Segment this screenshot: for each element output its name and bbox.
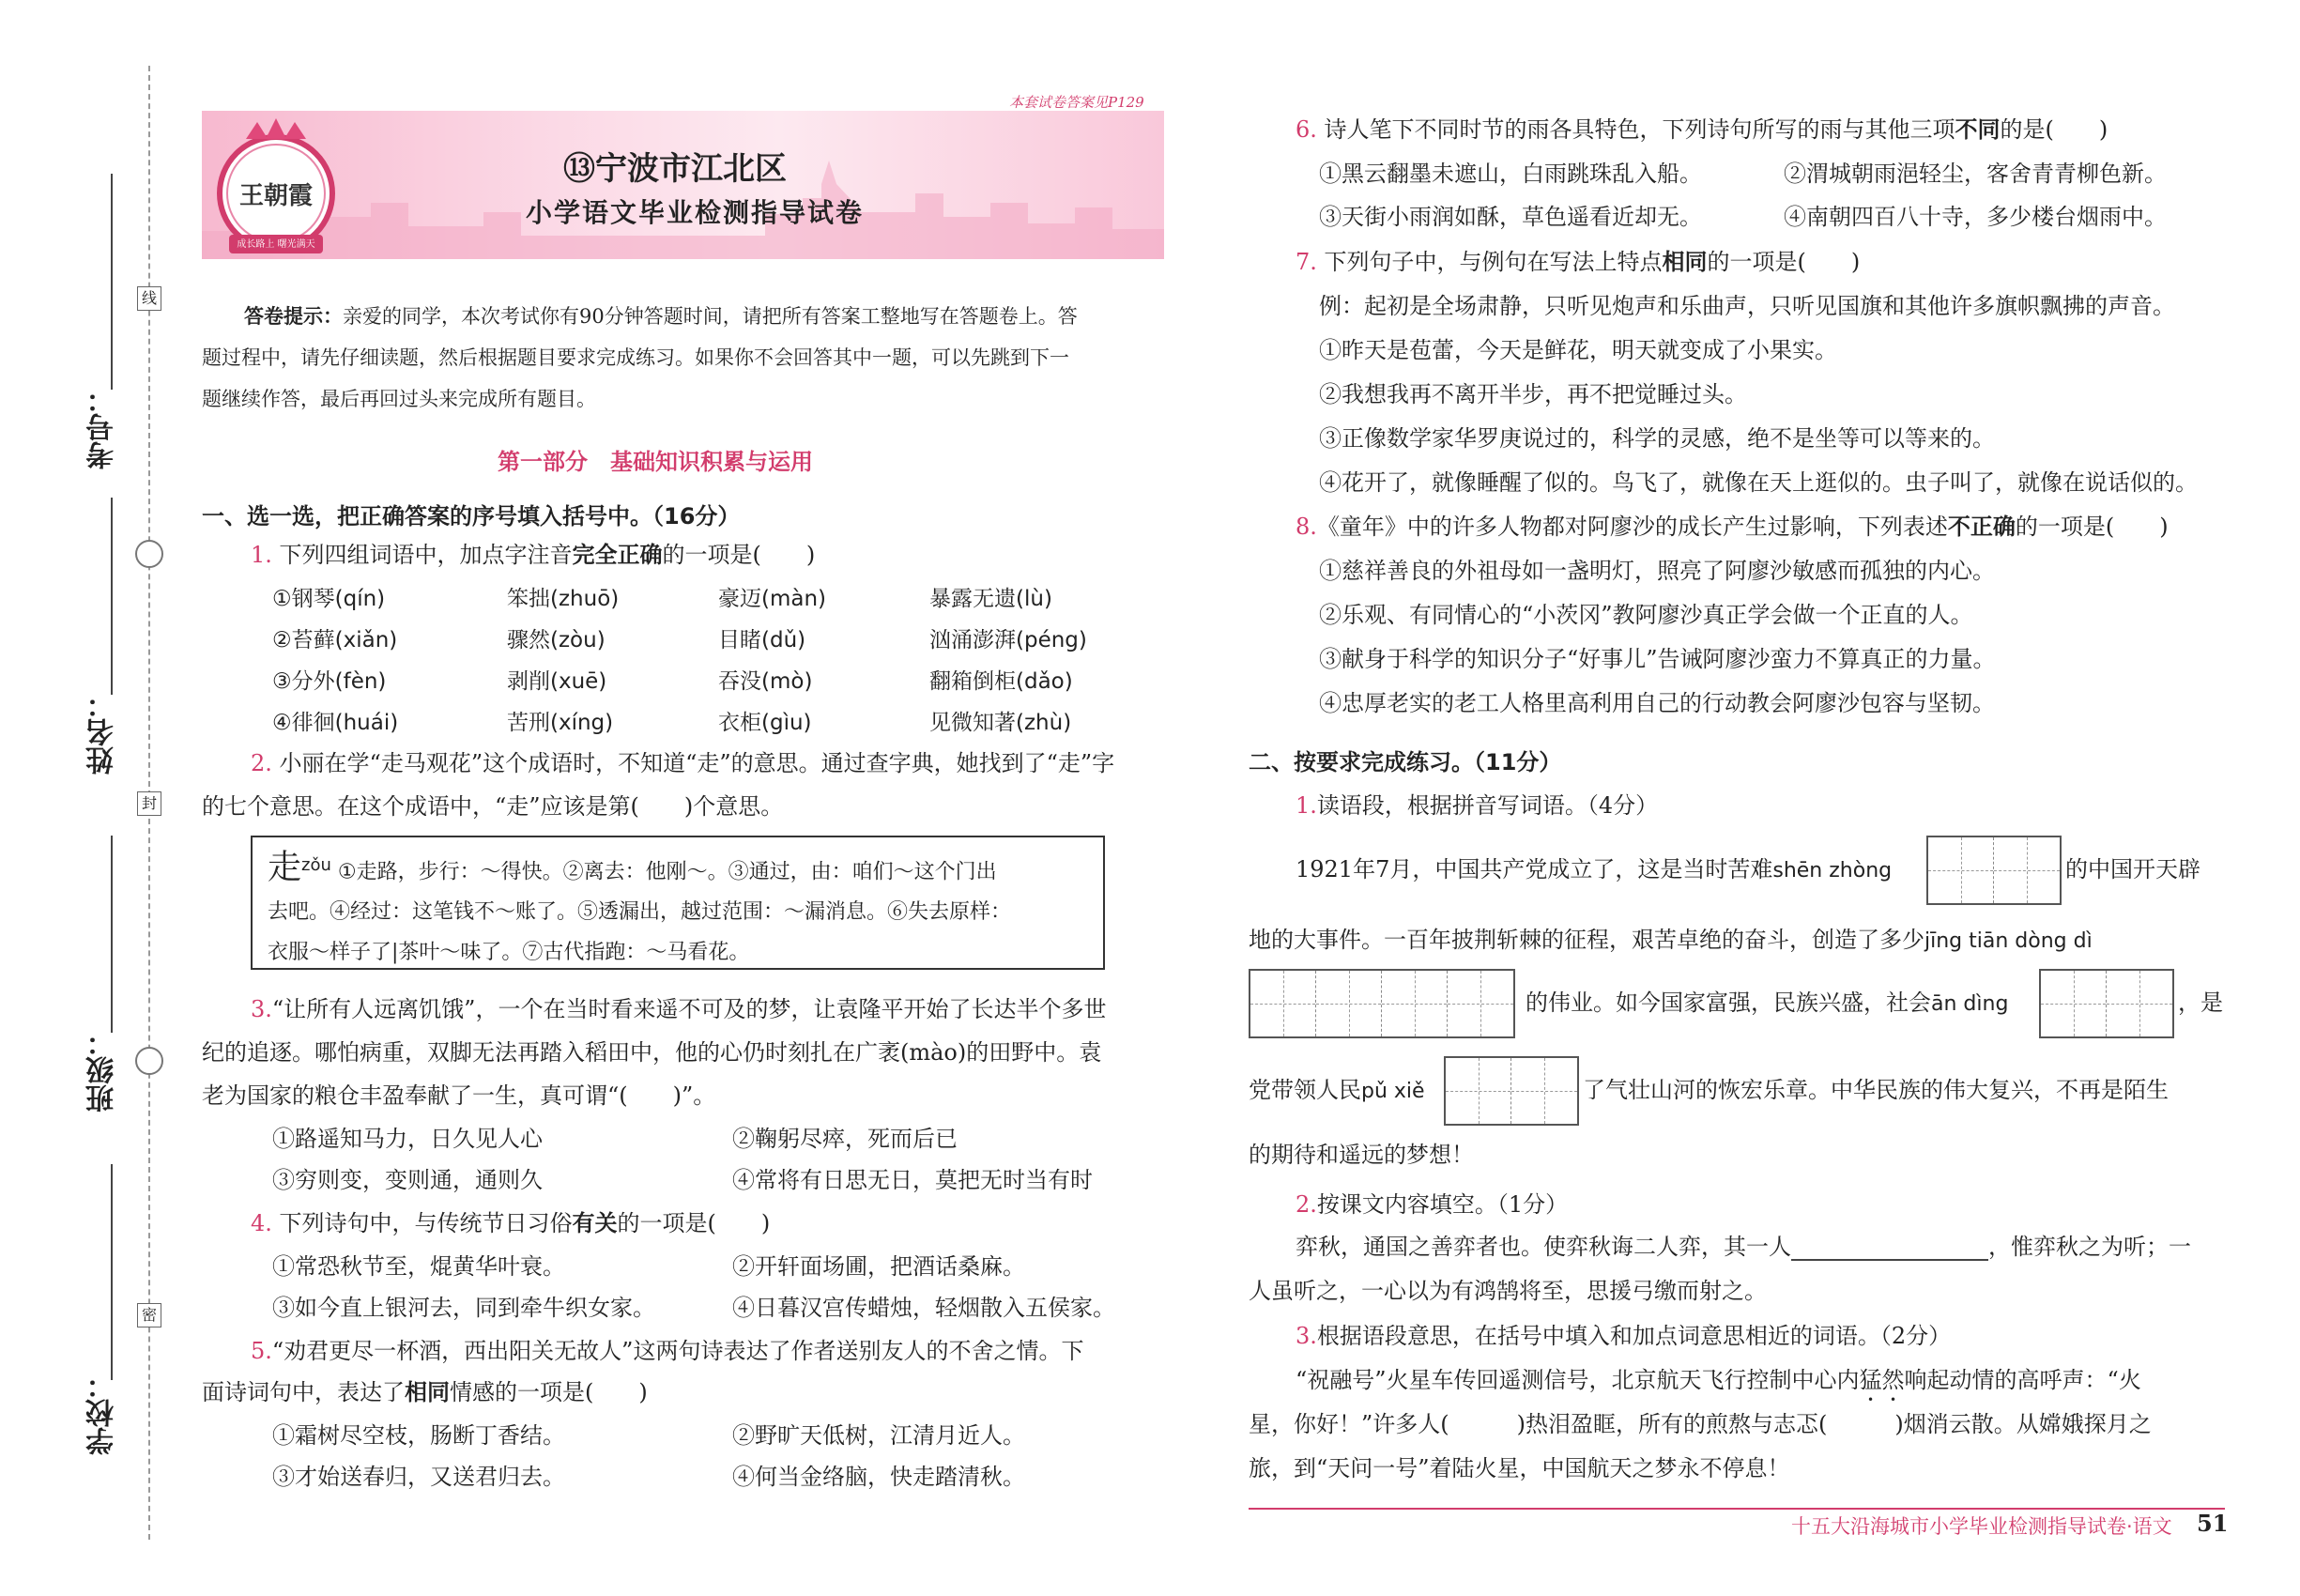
- q1-option: 衣柜(gìu): [718, 711, 812, 735]
- footer-rule: [1249, 1508, 2225, 1510]
- q3-option-4: ④常将有日思无日，莫把无时当有时: [732, 1167, 1093, 1193]
- s2-q1-line-5: 的期待和遥远的梦想！: [1249, 1142, 1474, 1168]
- q7-option-2: ②我想我再不离开半步，再不把觉睡过头。: [1319, 381, 1747, 407]
- q1-option: ③分外(fèn): [272, 669, 387, 694]
- grid-cell[interactable]: [1382, 971, 1448, 1036]
- s2-q1-text: 读语段，根据拼音写词语。（4分）: [1316, 792, 1659, 819]
- dict-line-3: 衣服～样子了|茶叶～味了。⑦古代指跑：～马看花。: [268, 941, 750, 965]
- dict-headword: 走: [268, 848, 302, 887]
- grid-cell[interactable]: [1250, 971, 1316, 1036]
- q4-stem-text: 下列诗句中，与传统节日习俗: [279, 1210, 573, 1236]
- q4-stem-end: 的一项是( ): [617, 1210, 771, 1236]
- s2-q1-line-1b: 的中国开天辟: [2065, 856, 2200, 882]
- q5-text-a: 面诗词句中，表达了: [202, 1379, 405, 1405]
- q7-option-3: ③正像数学家华罗庚说过的，科学的灵感，绝不是坐等可以等来的。: [1319, 425, 1995, 452]
- q1-option: 剥削(xuē): [507, 669, 607, 694]
- q6-option-3: ③天街小雨润如酥，草色遥看近却无。: [1319, 204, 1702, 230]
- s2-q1-line-3b: ，是: [2178, 990, 2223, 1016]
- q3-option-3: ③穷则变，变则通，通则久: [272, 1167, 543, 1193]
- q5-line-1: [251, 1329, 1083, 1373]
- s2-q3-line-1: [1296, 1358, 2141, 1406]
- intro-line-2: 题过程中，请先仔细读题，然后根据题目要求完成练习。如果你不会回答其中一题，可以先跳到下一: [202, 346, 1069, 369]
- q1-number: 1.: [251, 542, 272, 568]
- intro-block: [202, 296, 1169, 420]
- label-name: 姓名：: [86, 690, 119, 775]
- q1-stem: [251, 533, 815, 577]
- pinyin-shenzhong: shēn zhòng: [1772, 859, 1893, 882]
- label-exam-number: 考号：: [86, 385, 119, 469]
- intro-line-3: 题继续作答，最后再回过头来完成所有题目。: [202, 388, 596, 410]
- page-number: 51: [2197, 1510, 2229, 1537]
- exam-number-field[interactable]: [111, 174, 113, 390]
- q6-option-4: ④南朝四百八十寺，多少楼台烟雨中。: [1784, 204, 2167, 230]
- label-class: 班级：: [86, 1028, 119, 1113]
- q5-emphasis: 相同: [405, 1379, 450, 1405]
- q5-number: 5.: [251, 1338, 272, 1364]
- grid-cell[interactable]: [1928, 837, 1994, 903]
- q4-option-2: ②开轩面场圃，把酒话桑麻。: [732, 1253, 1025, 1280]
- q1-option: ①钢琴(qín): [272, 587, 386, 611]
- grid-cell[interactable]: [1448, 971, 1513, 1036]
- s2-q1-text-3a: 的伟业。如今国家富强，民族兴盛，社会: [1526, 990, 1931, 1016]
- q7-stem-emphasis: 相同: [1662, 249, 1708, 275]
- q5-text: “劝君更尽一杯酒，西出阳关无故人”这两句诗表达了作者送别友人的不舍之情。下: [271, 1338, 1084, 1364]
- s2-q3-text-1a: “祝融号”火星车传回遥测信号，北京航天飞行控制中心内: [1296, 1367, 1860, 1393]
- q8-option-1: ①慈祥善良的外祖母如一盏明灯，照亮了阿廖沙敏感而孤独的内心。: [1319, 558, 1995, 584]
- q8-option-4: ④忠厚老实的老工人格里高利用自己的行动教会阿廖沙包容与坚韧。: [1319, 690, 1995, 716]
- scissors-icon: [135, 1047, 163, 1075]
- s2-q1-stem: [1296, 784, 1658, 828]
- s2-q2-line-2: 人虽听之，一心以为有鸿鹄将至，思援弓缴而射之。: [1249, 1278, 1767, 1304]
- q8-option-2: ②乐观、有同情心的“小茨冈”教阿廖沙真正学会做一个正直的人。: [1319, 602, 1973, 628]
- intro-line-1: 亲爱的同学，本次考试你有90分钟答题时间，请把所有答案工整地写在答题卷上。答: [343, 305, 1078, 328]
- q3-line-1: [251, 988, 1106, 1032]
- q3-option-2: ②鞠躬尽瘁，死而后已: [732, 1126, 958, 1152]
- s2-q2-blank[interactable]: [1791, 1236, 1988, 1261]
- cut-char-line: 线: [137, 286, 161, 311]
- q6-option-2: ②渭城朝雨浥轻尘，客舍青青柳色新。: [1784, 161, 2167, 187]
- q1-option: 翻箱倒柜(dǎo): [929, 669, 1073, 694]
- s2-q2-stem: [1296, 1183, 1568, 1227]
- s2-q3-line-2: 星，你好！”许多人( )热泪盈眶，所有的煎熬与志忑( )烟消云散。从嫦娥探月之: [1249, 1411, 2152, 1437]
- q1-option: ②苔藓(xiǎn): [272, 628, 398, 652]
- s2-q3-number: 3.: [1296, 1323, 1317, 1349]
- answer-reference: 本套试卷答案见P129: [1009, 94, 1144, 111]
- paper-title: [563, 143, 787, 189]
- q2-line-1: [251, 742, 1114, 786]
- q3-line-2: 纪的追逐。哪怕病重，双脚无法再踏入稻田中，他的心仍时刻扎在广袤(mào)的田野中。袁: [202, 1039, 1102, 1066]
- name-field[interactable]: [111, 498, 113, 695]
- s2-q3-stem: [1296, 1314, 1951, 1358]
- s2-q1-text-2a: 地的大事件。一百年披荆斩棘的征程，艰苦卓绝的奋斗，创造了多少: [1249, 927, 1924, 953]
- q3-line-3: 老为国家的粮仓丰盈奉献了一生，真可谓“( )”。: [202, 1082, 716, 1109]
- q6-stem: [1296, 108, 2108, 152]
- q5-option-2: ②野旷天低树，江清月近人。: [732, 1422, 1025, 1449]
- q7-stem-end: 的一项是( ): [1707, 249, 1861, 275]
- q4-stem: [251, 1202, 770, 1246]
- s2-q2-text-1a: 弈秋，通国之善弈者也。使弈秋诲二人弈，其一人: [1296, 1234, 1791, 1260]
- paper-subtitle: 小学语文毕业检测指导试卷: [526, 197, 865, 228]
- s2-q2-text-1b: ，惟弈秋之为听；一: [1988, 1234, 2191, 1260]
- s2-q3-text: 根据语段意思，在括号中填入和加点词意思相近的词语。（2分）: [1316, 1323, 1952, 1349]
- s2-q1-line-2: [1249, 918, 2093, 963]
- q4-number: 4.: [251, 1210, 272, 1236]
- scissors-icon: [135, 540, 163, 568]
- grid-cell[interactable]: [1446, 1058, 1511, 1124]
- q1-options-table: [272, 578, 1087, 744]
- answer-grid-jingtiandongdi[interactable]: [1249, 969, 1515, 1038]
- s2-q1-text-1a: 1921年7月，中国共产党成立了，这是当时苦难: [1296, 856, 1773, 882]
- q1-option: 吞没(mò): [718, 669, 813, 694]
- q6-stem-text: 诗人笔下不同时节的雨各具特色，下列诗句所写的雨与其他三项: [1324, 116, 1955, 143]
- q7-number: 7.: [1296, 249, 1317, 275]
- q8-option-3: ③献身于科学的知识分子“好事儿”告诫阿廖沙蛮力不算真正的力量。: [1319, 646, 1996, 672]
- s2-q1-text-4a: 党带领人民: [1249, 1077, 1361, 1103]
- q4-option-4: ④日暮汉宫传蜡烛，轻烟散入五侯家。: [732, 1295, 1115, 1321]
- intro-label: 答卷提示：: [244, 305, 343, 328]
- q1-option: 目睹(dǔ): [718, 628, 806, 652]
- cut-char-secret: 密: [137, 1303, 161, 1327]
- s2-q3-dotted-word: 猛然: [1859, 1367, 1905, 1393]
- q6-stem-emphasis: 不同: [1955, 116, 2001, 143]
- answer-grid-anding[interactable]: [2039, 969, 2174, 1038]
- q5-option-1: ①霜树尽空枝，肠断丁香结。: [272, 1422, 565, 1449]
- s2-q2-text: 按课文内容填空。（1分）: [1316, 1191, 1569, 1218]
- q4-stem-emphasis: 有关: [572, 1210, 618, 1236]
- class-field[interactable]: [111, 836, 113, 1033]
- q1-option: ④徘徊(huái): [272, 711, 399, 735]
- logo-ribbon: 成长路上 曙光满天: [237, 239, 315, 250]
- label-school: 学校：: [86, 1371, 119, 1455]
- s2-q1-number: 1.: [1296, 792, 1317, 819]
- q8-stem-end: 的一项是( ): [2015, 514, 2169, 540]
- school-field[interactable]: [111, 1164, 113, 1380]
- s2-q3-text-1b: 响起动情的高呼声：“火: [1904, 1367, 2141, 1393]
- footer-series: 十五大沿海城市小学毕业检测指导试卷·语文: [1791, 1515, 2172, 1538]
- q1-option: 豪迈(màn): [718, 587, 827, 611]
- grid-cell[interactable]: [2107, 971, 2172, 1036]
- s2-q2-number: 2.: [1296, 1191, 1317, 1218]
- section1-title: 一、选一选，把正确答案的序号填入括号中。（16分）: [202, 503, 741, 529]
- s2-q1-line-3: [1526, 981, 2008, 1026]
- grid-cell[interactable]: [1994, 837, 2060, 903]
- q1-stem-text: 下列四组词语中，加点字注音: [279, 542, 573, 568]
- cut-char-seal: 封: [137, 791, 161, 816]
- q8-stem: [1296, 505, 2169, 549]
- q5-line-2: [202, 1371, 648, 1415]
- part1-title: 第一部分 基础知识积累与运用: [498, 449, 813, 475]
- logo-text: 王朝霞: [238, 182, 313, 210]
- dict-line-2: 去吧。④经过：这笔钱不～账了。⑤透漏出，越过范围：～漏消息。⑥失去原样：: [268, 900, 1012, 925]
- pinyin-puxie: pǔ xiě: [1361, 1080, 1425, 1103]
- q1-option: 骤然(zòu): [507, 628, 606, 652]
- q8-stem-emphasis: 不正确: [1947, 514, 2016, 540]
- q2-line-2: 的七个意思。在这个成语中，“走”应该是第( )个意思。: [202, 793, 784, 820]
- answer-grid-shenzhong[interactable]: [1926, 836, 2062, 905]
- s2-q1-line-4b: 了气壮山河的恢宏乐章。中华民族的伟大复兴，不再是陌生: [1583, 1077, 2169, 1103]
- s2-q1-line-1: [1296, 848, 1892, 893]
- q1-stem-emphasis: 完全正确: [572, 542, 663, 568]
- q5-option-3: ③才始送春归，又送君归去。: [272, 1464, 565, 1490]
- q6-stem-end: 的是( ): [2000, 116, 2108, 143]
- grid-cell[interactable]: [1511, 1058, 1577, 1124]
- brand-logo: [208, 111, 345, 259]
- q1-option: 汹涌澎湃(péng): [929, 628, 1087, 652]
- pinyin-jingtiandongdi: jīng tiān dòng dì: [1924, 929, 2093, 953]
- q1-option: 见微知著(zhù): [929, 711, 1072, 735]
- q6-option-1: ①黑云翻墨未遮山，白雨跳珠乱入船。: [1319, 161, 1702, 187]
- q3-text: “让所有人远离饥饿”，一个在当时看来遥不可及的梦，让袁隆平开始了长达半个多世: [271, 996, 1107, 1022]
- dict-pinyin: zǒu: [301, 855, 331, 875]
- dictionary-box: [251, 836, 1105, 970]
- q4-option-1: ①常恐秋节至，焜黄华叶衰。: [272, 1253, 565, 1280]
- q8-number: 8.: [1296, 514, 1317, 540]
- q1-stem-end: 的一项是( ): [662, 542, 816, 568]
- q1-option: 苦刑(xíng): [507, 711, 614, 735]
- s2-q3-line-3: 旅，到“天问一号”着陆火星，中国航天之梦永不停息！: [1249, 1455, 1790, 1481]
- q3-option-1: ①路遥知马力，日久见人心: [272, 1126, 543, 1152]
- q4-option-3: ③如今直上银河去，同到牵牛织女家。: [272, 1295, 655, 1321]
- q8-stem-text: 《童年》中的许多人物都对阿廖沙的成长产生过影响，下列表述: [1316, 514, 1948, 540]
- q1-option: 暴露无遗(lù): [929, 587, 1052, 611]
- dict-line-1: ①走路，步行：～得快。②离去：他刚～。③通过，由：咱们～这个门出: [337, 860, 997, 884]
- q7-option-1: ①昨天是苞蕾，今天是鲜花，明天就变成了小果实。: [1319, 337, 1837, 363]
- q6-number: 6.: [1296, 116, 1317, 143]
- paper-number: ⑬: [563, 150, 595, 188]
- q7-example: 例：起初是全场肃静，只听见炮声和乐曲声，只听见国旗和其他许多旗帜飘拂的声音。: [1319, 293, 2175, 319]
- q3-number: 3.: [251, 996, 272, 1022]
- grid-cell[interactable]: [2041, 971, 2107, 1036]
- s2-q1-line-4: [1249, 1068, 1425, 1113]
- q1-option: 笨拙(zhuō): [507, 587, 620, 611]
- q2-number: 2.: [251, 750, 272, 776]
- pinyin-anding: ān dìng: [1931, 992, 2009, 1016]
- section2-title: 二、按要求完成练习。（11分）: [1249, 749, 1562, 775]
- paper-region: 宁波市江北区: [595, 150, 787, 188]
- q7-stem-text: 下列句子中，与例句在写法上特点: [1324, 249, 1663, 275]
- q5-text-c: 情感的一项是( ): [450, 1379, 648, 1405]
- q7-stem: [1296, 240, 1860, 284]
- answer-grid-puxie[interactable]: [1444, 1056, 1579, 1126]
- q5-option-4: ④何当金络脑，快走踏清秋。: [732, 1464, 1025, 1490]
- q2-text: 小丽在学“走马观花”这个成语时，不知道“走”的意思。通过查字典，她找到了“走”字: [279, 750, 1115, 776]
- grid-cell[interactable]: [1316, 971, 1382, 1036]
- s2-q2-line-1: [1296, 1225, 2191, 1269]
- q7-option-4: ④花开了，就像睡醒了似的。鸟飞了，就像在天上逛似的。虫子叫了，就像在说话似的。: [1319, 469, 2198, 496]
